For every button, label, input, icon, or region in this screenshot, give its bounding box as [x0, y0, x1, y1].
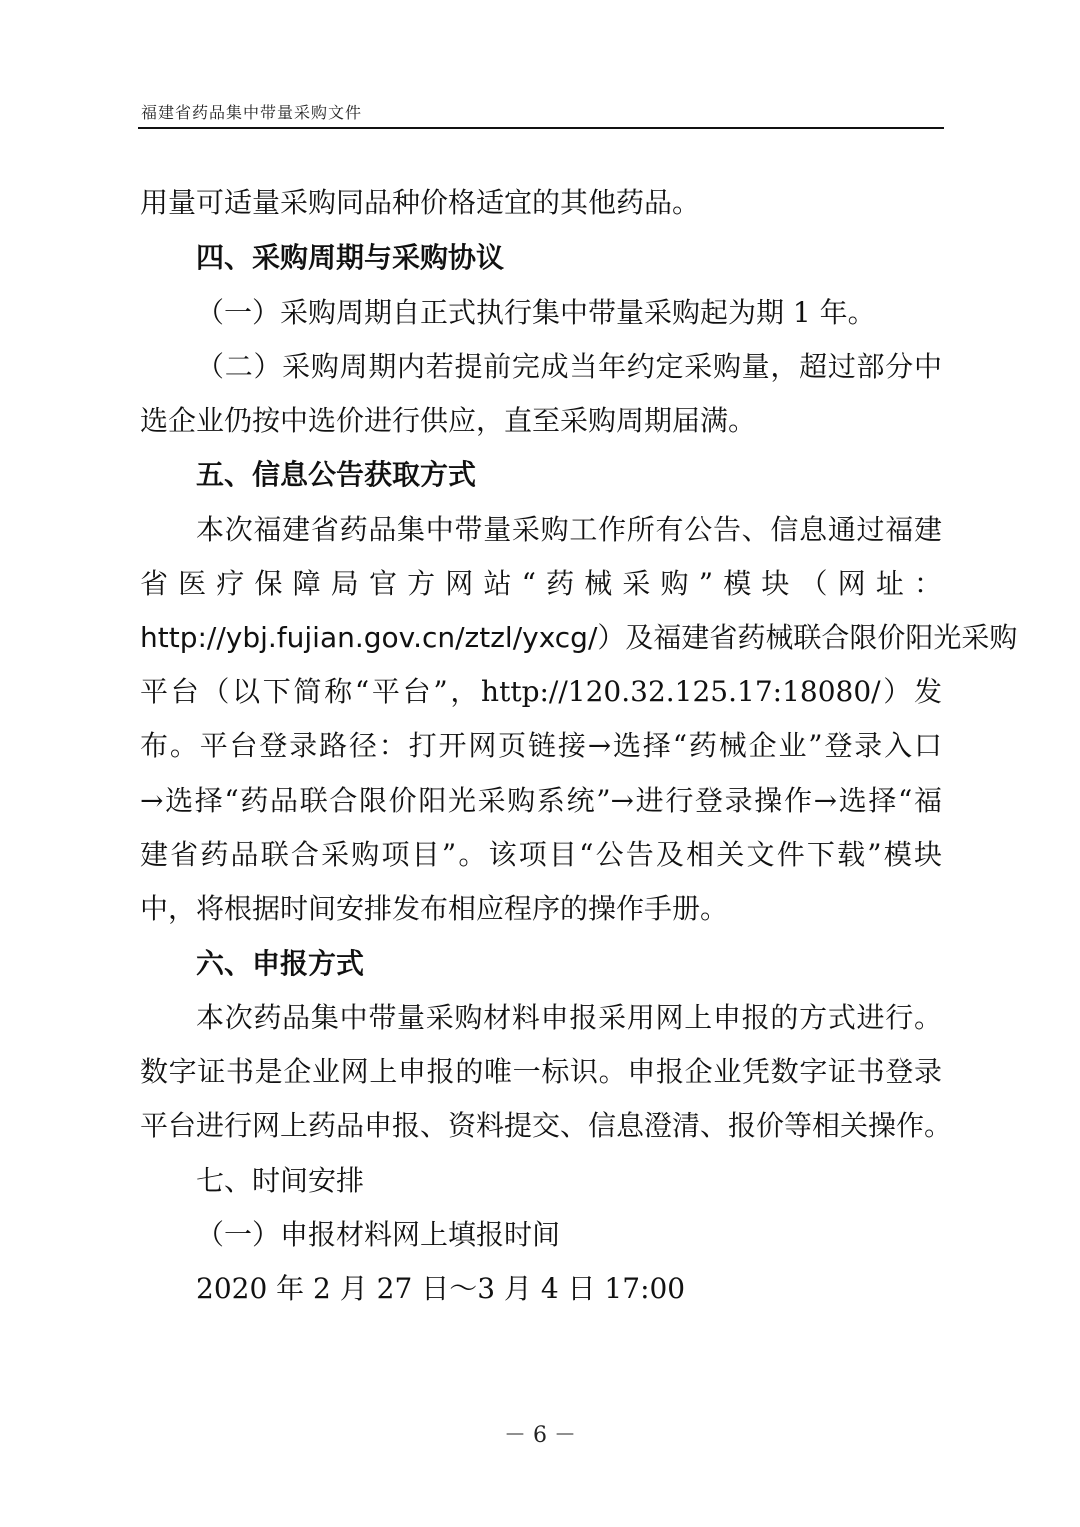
paragraph-line: 本次福建省药品集中带量采购工作所有公告、信息通过福建 — [196, 513, 942, 546]
paragraph-line: 建省药品联合采购项目”。该项目“公告及相关文件下载”模块 — [140, 838, 942, 871]
section-heading: 五、信息公告获取方式 — [196, 458, 477, 491]
paragraph-line: 省医疗保障局官方网站“药械采购”模块（网址： — [140, 567, 942, 600]
section-heading: 四、采购周期与采购协议 — [196, 241, 505, 274]
paragraph-line: 中，将根据时间安排发布相应程序的操作手册。 — [140, 892, 729, 925]
paragraph-line: （一）采购周期自正式执行集中带量采购起为期 1 年。 — [196, 296, 876, 329]
paragraph-line: 选企业仍按中选价进行供应，直至采购周期届满。 — [140, 404, 757, 437]
header-divider — [138, 127, 944, 129]
schedule-time: 2020 年 2 月 27 日～3 月 4 日 17:00 — [196, 1272, 686, 1305]
paragraph-line: （二）采购周期内若提前完成当年约定采购量，超过部分中 — [196, 350, 942, 383]
paragraph-line — [140, 620, 1018, 656]
paragraph-line: 用量可适量采购同品种价格适宜的其他药品。 — [140, 186, 701, 219]
paragraph-line: 布。平台登录路径：打开网页链接→选择“药械企业”登录入口 — [140, 729, 942, 762]
header-title: 福建省药品集中带量采购文件 — [141, 103, 363, 122]
section-heading: 七、时间安排 — [196, 1164, 365, 1197]
paragraph-line: 平台进行网上药品申报、资料提交、信息澄清、报价等相关操作。 — [140, 1109, 953, 1142]
paragraph-line: →选择“药品联合限价阳光采购系统”→进行登录操作→选择“福 — [140, 784, 942, 817]
paragraph-line: 平台（以下简称“平台”，http://120.32.125.17:18080/）发 — [140, 675, 942, 708]
subsection-heading: （一）申报材料网上填报时间 — [196, 1218, 561, 1251]
paragraph-line: 本次药品集中带量采购材料申报采用网上申报的方式进行。 — [196, 1001, 942, 1034]
paragraph-line: 数字证书是企业网上申报的唯一标识。申报企业凭数字证书登录 — [140, 1055, 942, 1088]
page-number: － 6 － — [504, 1423, 576, 1448]
paragraph-text: ）及福建省药械联合限价阳光采购 — [597, 621, 1018, 654]
section-heading: 六、申报方式 — [196, 947, 365, 980]
website-url: http://ybj.fujian.gov.cn/ztzl/yxcg/ — [140, 621, 598, 654]
